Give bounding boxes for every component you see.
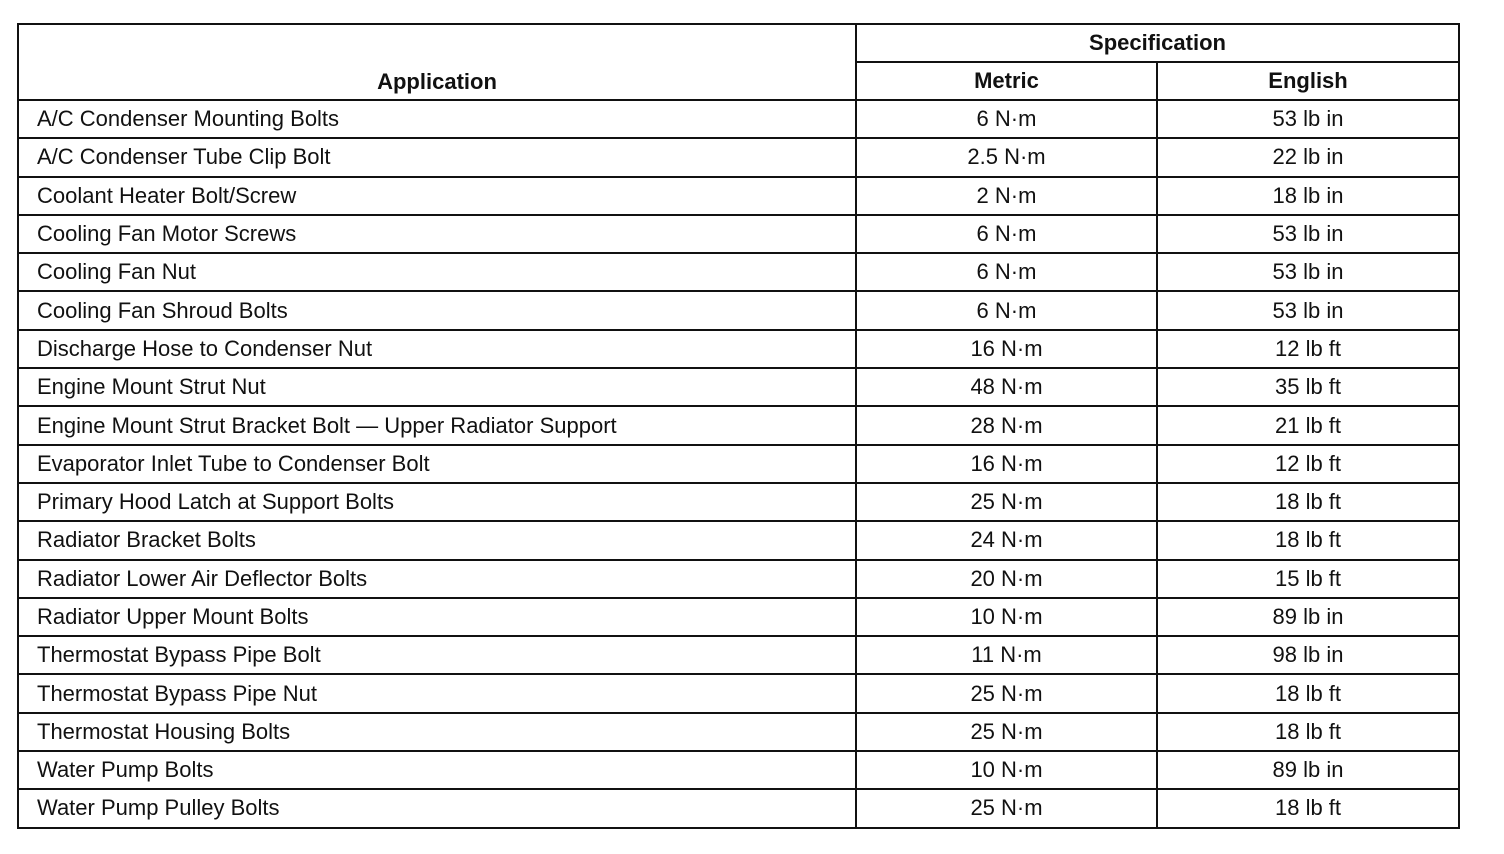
application-cell: Radiator Lower Air Deflector Bolts xyxy=(18,560,856,598)
metric-value-cell: 6 N·m xyxy=(856,100,1157,138)
metric-value-cell: 25 N·m xyxy=(856,789,1157,827)
english-value-cell: 53 lb in xyxy=(1157,100,1459,138)
english-header: English xyxy=(1157,62,1459,100)
table-header xyxy=(18,24,1459,100)
table-row xyxy=(18,483,1459,521)
english-value-cell: 53 lb in xyxy=(1157,291,1459,329)
table-row xyxy=(18,253,1459,291)
metric-value-cell: 16 N·m xyxy=(856,330,1157,368)
metric-value-cell: 48 N·m xyxy=(856,368,1157,406)
table-row xyxy=(18,789,1459,827)
english-value-cell: 12 lb ft xyxy=(1157,330,1459,368)
application-cell: Cooling Fan Shroud Bolts xyxy=(18,291,856,329)
english-value-cell: 21 lb ft xyxy=(1157,406,1459,444)
table-row xyxy=(18,598,1459,636)
table-row xyxy=(18,713,1459,751)
english-value-cell: 18 lb ft xyxy=(1157,713,1459,751)
table-row xyxy=(18,445,1459,483)
english-value-cell: 98 lb in xyxy=(1157,636,1459,674)
metric-value-cell: 25 N·m xyxy=(856,674,1157,712)
english-value-cell: 18 lb in xyxy=(1157,177,1459,215)
metric-value-cell: 25 N·m xyxy=(856,713,1157,751)
metric-value-cell: 28 N·m xyxy=(856,406,1157,444)
application-cell: Cooling Fan Motor Screws xyxy=(18,215,856,253)
table-row xyxy=(18,521,1459,559)
table-row xyxy=(18,177,1459,215)
table-row xyxy=(18,100,1459,138)
metric-value-cell: 6 N·m xyxy=(856,215,1157,253)
application-header: Application xyxy=(18,24,856,100)
english-value-cell: 18 lb ft xyxy=(1157,674,1459,712)
table-row xyxy=(18,215,1459,253)
application-cell: Radiator Upper Mount Bolts xyxy=(18,598,856,636)
metric-value-cell: 2.5 N·m xyxy=(856,138,1157,176)
application-cell: Water Pump Bolts xyxy=(18,751,856,789)
english-value-cell: 18 lb ft xyxy=(1157,521,1459,559)
table-row xyxy=(18,406,1459,444)
application-cell: Engine Mount Strut Nut xyxy=(18,368,856,406)
table-body xyxy=(18,100,1459,828)
english-value-cell: 89 lb in xyxy=(1157,751,1459,789)
table-row xyxy=(18,636,1459,674)
english-value-cell: 18 lb ft xyxy=(1157,789,1459,827)
application-cell: Coolant Heater Bolt/Screw xyxy=(18,177,856,215)
application-cell: Thermostat Housing Bolts xyxy=(18,713,856,751)
metric-value-cell: 11 N·m xyxy=(856,636,1157,674)
table-row xyxy=(18,138,1459,176)
english-value-cell: 22 lb in xyxy=(1157,138,1459,176)
fastener-specification-table xyxy=(17,23,1460,829)
application-cell: Cooling Fan Nut xyxy=(18,253,856,291)
metric-header: Metric xyxy=(856,62,1157,100)
application-cell: Engine Mount Strut Bracket Bolt — Upper Radiator Support xyxy=(18,406,856,444)
application-cell: A/C Condenser Mounting Bolts xyxy=(18,100,856,138)
application-cell: Thermostat Bypass Pipe Bolt xyxy=(18,636,856,674)
application-cell: Thermostat Bypass Pipe Nut xyxy=(18,674,856,712)
table-row xyxy=(18,368,1459,406)
application-cell: Radiator Bracket Bolts xyxy=(18,521,856,559)
table-row xyxy=(18,751,1459,789)
english-value-cell: 53 lb in xyxy=(1157,253,1459,291)
metric-value-cell: 10 N·m xyxy=(856,751,1157,789)
metric-value-cell: 16 N·m xyxy=(856,445,1157,483)
application-cell: A/C Condenser Tube Clip Bolt xyxy=(18,138,856,176)
metric-value-cell: 20 N·m xyxy=(856,560,1157,598)
application-cell: Discharge Hose to Condenser Nut xyxy=(18,330,856,368)
table-row xyxy=(18,291,1459,329)
english-value-cell: 12 lb ft xyxy=(1157,445,1459,483)
english-value-cell: 35 lb ft xyxy=(1157,368,1459,406)
english-value-cell: 18 lb ft xyxy=(1157,483,1459,521)
metric-value-cell: 25 N·m xyxy=(856,483,1157,521)
application-cell: Primary Hood Latch at Support Bolts xyxy=(18,483,856,521)
english-value-cell: 15 lb ft xyxy=(1157,560,1459,598)
english-value-cell: 89 lb in xyxy=(1157,598,1459,636)
metric-value-cell: 24 N·m xyxy=(856,521,1157,559)
metric-value-cell: 10 N·m xyxy=(856,598,1157,636)
metric-value-cell: 6 N·m xyxy=(856,291,1157,329)
application-cell: Evaporator Inlet Tube to Condenser Bolt xyxy=(18,445,856,483)
application-cell: Water Pump Pulley Bolts xyxy=(18,789,856,827)
english-value-cell: 53 lb in xyxy=(1157,215,1459,253)
table-row xyxy=(18,560,1459,598)
header-row-top xyxy=(18,24,1459,62)
metric-value-cell: 6 N·m xyxy=(856,253,1157,291)
metric-value-cell: 2 N·m xyxy=(856,177,1157,215)
specification-header: Specification xyxy=(856,24,1459,62)
table-row xyxy=(18,330,1459,368)
table-row xyxy=(18,674,1459,712)
